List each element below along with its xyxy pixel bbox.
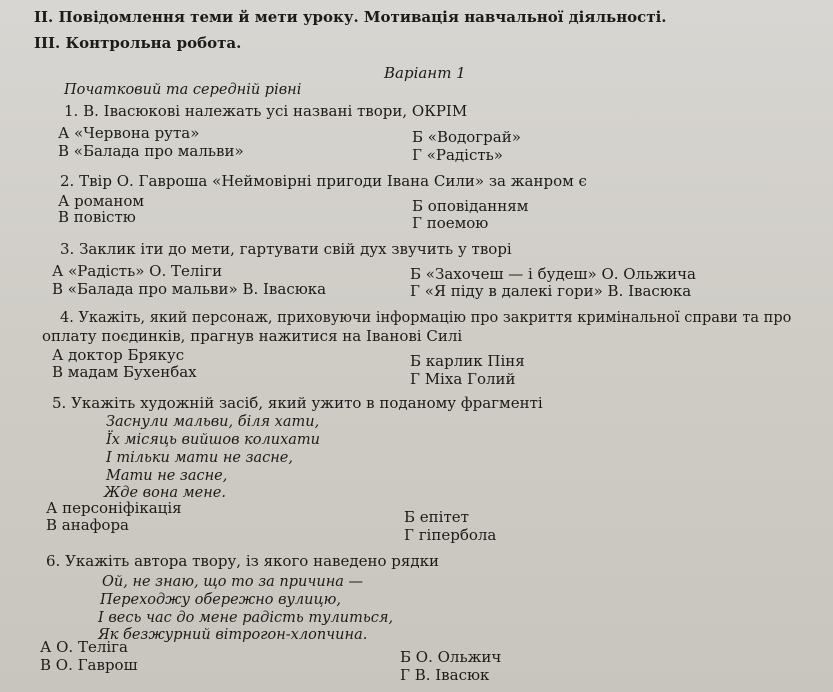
question-5: 5. Укажіть художній засіб, який ужито в поданому фрагменті: [52, 394, 543, 412]
q2-option-b: Б оповіданням: [412, 197, 529, 215]
q5-fragment-line-2: Їх місяць вийшов колихати: [106, 432, 321, 448]
q4-option-g: Г Міха Голий: [410, 370, 516, 388]
question-3: 3. Заклик іти до мети, гартувати свій дух звучить у творі: [60, 240, 512, 258]
q3-option-v: В «Балада про мальви» В. Івасюка: [52, 280, 327, 298]
level-subtitle: Початковий та середній рівні: [64, 82, 302, 98]
q3-option-b: Б «Захочеш — і будеш» О. Ольжича: [410, 265, 696, 283]
q3-option-a: А «Радість» О. Теліги: [52, 262, 223, 280]
q5-option-v: В анафора: [46, 516, 129, 534]
q5-fragment-line-5: Жде вона мене.: [104, 485, 226, 501]
question-1: 1. В. Івасюкові належать усі названі твори, ОКРІМ: [64, 102, 468, 120]
question-4-line-2: оплату поєдинків, прагнув нажитися на Іванові Силі: [42, 327, 463, 345]
q5-fragment-line-3: І тільки мати не засне,: [106, 450, 293, 466]
q6-fragment-line-4: Як безжурний вітрогон-хлопчина.: [98, 627, 368, 643]
q5-option-a: А персоніфікація: [46, 499, 182, 517]
lesson-stage-3: III. Контрольна робота.: [34, 34, 242, 52]
question-4-line-1: 4. Укажіть, який персонаж, приховуючи інформацію про закриття кримінальної справи та про: [60, 310, 792, 326]
q6-option-g: Г В. Івасюк: [400, 666, 490, 684]
q5-option-g: Г гіпербола: [404, 526, 497, 544]
q5-fragment-line-4: Мати не засне,: [106, 468, 228, 484]
q2-option-a: А романом: [58, 192, 145, 210]
variant-title: Варіант 1: [384, 64, 466, 82]
q6-option-b: Б О. Ольжич: [400, 648, 502, 666]
q2-option-g: Г поемою: [412, 214, 489, 232]
q1-option-v: В «Балада про мальви»: [58, 142, 244, 160]
q3-option-g: Г «Я піду в далекі гори» В. Івасюка: [410, 282, 692, 300]
q6-option-a: А О. Теліга: [40, 638, 128, 656]
q4-option-a: А доктор Брякус: [52, 346, 185, 364]
q1-option-g: Г «Радість»: [412, 146, 503, 164]
q2-option-v: В повістю: [58, 208, 136, 226]
q1-option-b: Б «Водограй»: [412, 128, 521, 146]
q5-fragment-line-1: Заснули мальви, біля хати,: [106, 414, 320, 430]
q6-fragment-line-3: І весь час до мене радість тулиться,: [98, 610, 394, 626]
q4-option-b: Б карлик Піня: [410, 352, 525, 370]
q6-option-v: В О. Гаврош: [40, 656, 138, 674]
question-6: 6. Укажіть автора твору, із якого наведено рядки: [46, 552, 439, 570]
q1-option-a: А «Червона рута»: [58, 124, 200, 142]
q6-fragment-line-2: Переходжу обережно вулицю,: [100, 592, 341, 608]
q4-option-v: В мадам Бухенбах: [52, 363, 197, 381]
q5-option-b: Б епітет: [404, 508, 469, 526]
question-2: 2. Твір О. Гавроша «Неймовірні пригоди Івана Сили» за жанром є: [60, 172, 587, 190]
lesson-stage-2: II. Повідомлення теми й мети уроку. Мотивація навчальної діяльності.: [34, 8, 667, 26]
q6-fragment-line-1: Ой, не знаю, що то за причина —: [102, 574, 363, 590]
